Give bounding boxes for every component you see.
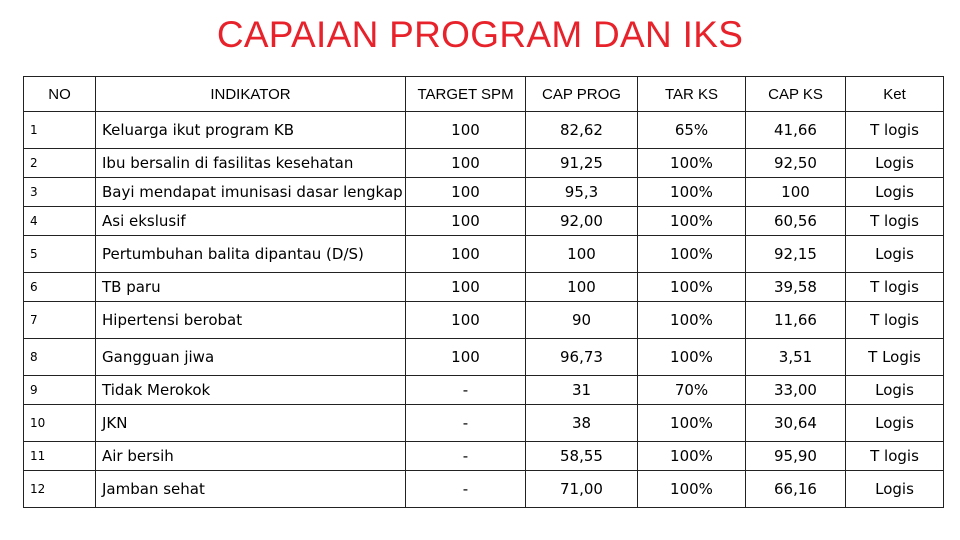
cap-ks-cell: 92,15 — [746, 236, 846, 273]
ket-cell: T logis — [846, 112, 944, 149]
row-number: 6 — [24, 273, 96, 302]
table-row — [24, 376, 944, 405]
ket-cell: Logis — [846, 236, 944, 273]
header-tar-ks: TAR KS — [638, 77, 746, 112]
cap-prog-cell: 100 — [526, 236, 638, 273]
tar-ks-cell: 100% — [638, 149, 746, 178]
cap-ks-cell: 33,00 — [746, 376, 846, 405]
table-row — [24, 112, 944, 149]
table-row — [24, 207, 944, 236]
header-cap-prog: CAP PROG — [526, 77, 638, 112]
tar-ks-cell: 100% — [638, 442, 746, 471]
tar-ks-cell: 100% — [638, 405, 746, 442]
target-spm-cell: 100 — [406, 302, 526, 339]
cap-ks-cell: 41,66 — [746, 112, 846, 149]
row-number: 12 — [24, 471, 96, 508]
cap-ks-cell: 3,51 — [746, 339, 846, 376]
header-no: NO — [24, 77, 96, 112]
header-indikator: INDIKATOR — [96, 77, 406, 112]
indikator-cell: Tidak Merokok — [96, 376, 406, 405]
tar-ks-cell: 70% — [638, 376, 746, 405]
ket-cell: Logis — [846, 178, 944, 207]
target-spm-cell: 100 — [406, 273, 526, 302]
indikator-cell: JKN — [96, 405, 406, 442]
indikator-cell: Jamban sehat — [96, 471, 406, 508]
table-row — [24, 178, 944, 207]
indikator-cell: TB paru — [96, 273, 406, 302]
ket-cell: Logis — [846, 376, 944, 405]
table-row — [24, 339, 944, 376]
target-spm-cell: 100 — [406, 112, 526, 149]
row-number: 8 — [24, 339, 96, 376]
indikator-cell: Keluarga ikut program KB — [96, 112, 406, 149]
cap-prog-cell: 58,55 — [526, 442, 638, 471]
cap-ks-cell: 60,56 — [746, 207, 846, 236]
target-spm-cell: 100 — [406, 178, 526, 207]
target-spm-cell: 100 — [406, 339, 526, 376]
cap-prog-cell: 90 — [526, 302, 638, 339]
cap-prog-cell: 82,62 — [526, 112, 638, 149]
indikator-cell: Air bersih — [96, 442, 406, 471]
indikator-cell: Asi ekslusif — [96, 207, 406, 236]
target-spm-cell: - — [406, 471, 526, 508]
cap-ks-cell: 95,90 — [746, 442, 846, 471]
ket-cell: T logis — [846, 207, 944, 236]
table-row — [24, 302, 944, 339]
tar-ks-cell: 100% — [638, 178, 746, 207]
cap-prog-cell: 31 — [526, 376, 638, 405]
table-header-row — [24, 77, 944, 112]
table-row — [24, 471, 944, 508]
indikator-cell: Hipertensi berobat — [96, 302, 406, 339]
table-row — [24, 236, 944, 273]
cap-prog-cell: 38 — [526, 405, 638, 442]
row-number: 7 — [24, 302, 96, 339]
cap-ks-cell: 39,58 — [746, 273, 846, 302]
cap-ks-cell: 30,64 — [746, 405, 846, 442]
ket-cell: Logis — [846, 471, 944, 508]
row-number: 4 — [24, 207, 96, 236]
cap-ks-cell: 66,16 — [746, 471, 846, 508]
table-row — [24, 273, 944, 302]
row-number: 3 — [24, 178, 96, 207]
indikator-cell: Pertumbuhan balita dipantau (D/S) — [96, 236, 406, 273]
cap-prog-cell: 71,00 — [526, 471, 638, 508]
row-number: 11 — [24, 442, 96, 471]
row-number: 9 — [24, 376, 96, 405]
tar-ks-cell: 100% — [638, 339, 746, 376]
cap-ks-cell: 100 — [746, 178, 846, 207]
target-spm-cell: - — [406, 376, 526, 405]
cap-ks-cell: 92,50 — [746, 149, 846, 178]
target-spm-cell: 100 — [406, 236, 526, 273]
ket-cell: Logis — [846, 405, 944, 442]
table-row — [24, 442, 944, 471]
target-spm-cell: 100 — [406, 149, 526, 178]
cap-prog-cell: 100 — [526, 273, 638, 302]
indikator-cell: Ibu bersalin di fasilitas kesehatan — [96, 149, 406, 178]
target-spm-cell: - — [406, 405, 526, 442]
ket-cell: T logis — [846, 302, 944, 339]
target-spm-cell: - — [406, 442, 526, 471]
indikator-cell: Bayi mendapat imunisasi dasar lengkap — [96, 178, 406, 207]
header-cap-ks: CAP KS — [746, 77, 846, 112]
header-target-spm: TARGET SPM — [406, 77, 526, 112]
ket-cell: T logis — [846, 442, 944, 471]
tar-ks-cell: 65% — [638, 112, 746, 149]
header-ket: Ket — [846, 77, 944, 112]
cap-prog-cell: 91,25 — [526, 149, 638, 178]
table-row — [24, 149, 944, 178]
row-number: 2 — [24, 149, 96, 178]
ket-cell: T Logis — [846, 339, 944, 376]
cap-prog-cell: 96,73 — [526, 339, 638, 376]
page-title: CAPAIAN PROGRAM DAN IKS — [216, 14, 744, 55]
row-number: 5 — [24, 236, 96, 273]
row-number: 10 — [24, 405, 96, 442]
cap-ks-cell: 11,66 — [746, 302, 846, 339]
row-number: 1 — [24, 112, 96, 149]
cap-prog-cell: 95,3 — [526, 178, 638, 207]
tar-ks-cell: 100% — [638, 236, 746, 273]
target-spm-cell: 100 — [406, 207, 526, 236]
indikator-cell: Gangguan jiwa — [96, 339, 406, 376]
tar-ks-cell: 100% — [638, 302, 746, 339]
tar-ks-cell: 100% — [638, 207, 746, 236]
tar-ks-cell: 100% — [638, 471, 746, 508]
ket-cell: T logis — [846, 273, 944, 302]
ket-cell: Logis — [846, 149, 944, 178]
table-row — [24, 405, 944, 442]
achievement-table — [23, 76, 944, 508]
tar-ks-cell: 100% — [638, 273, 746, 302]
cap-prog-cell: 92,00 — [526, 207, 638, 236]
